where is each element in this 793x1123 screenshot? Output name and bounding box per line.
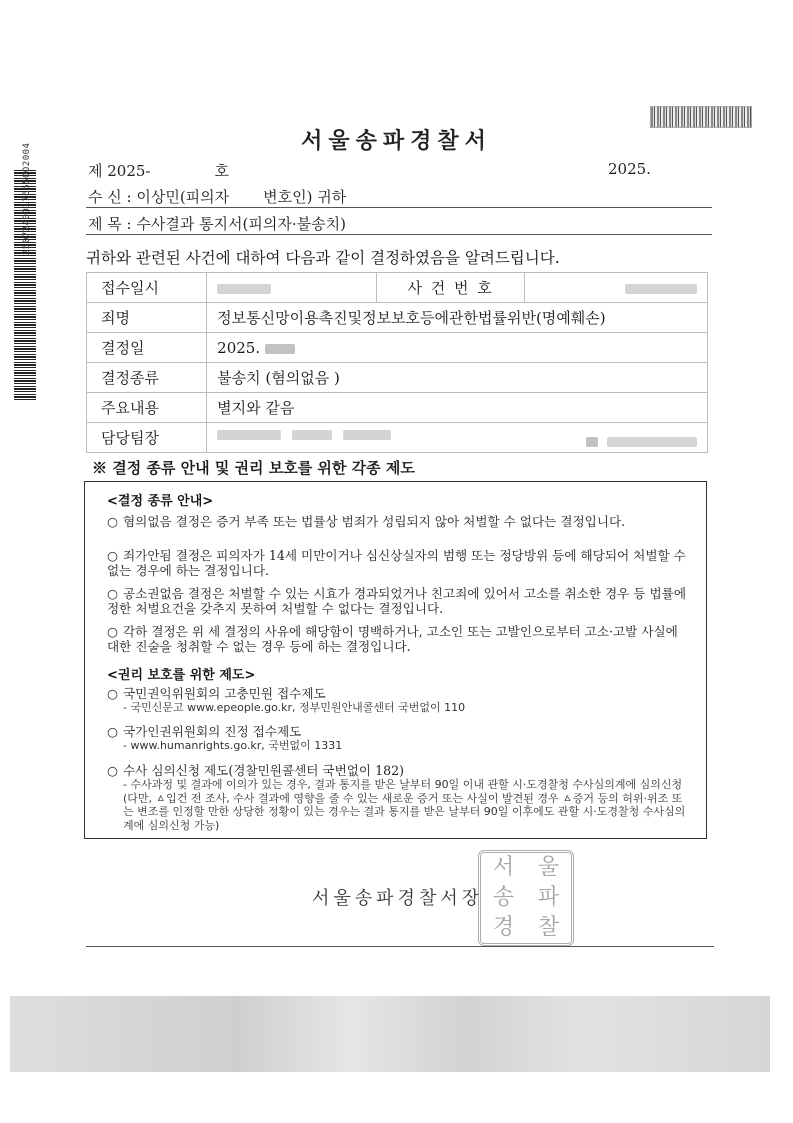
decision-date-value: 2025. <box>207 333 708 363</box>
list-item: ○ 국민권익위원회의 고충민원 접수제도 - 국민신문고 www.epeople.go.kr, 정부민원안내콜센터 국번없이 110 <box>107 686 687 715</box>
doc-number: 제 2025- 호 <box>88 162 230 180</box>
signature-text: 서울송파경찰서장 <box>312 888 484 909</box>
decision-guide-heading: <결정 종류 안내> <box>107 494 214 509</box>
decision-date-label: 결정일 <box>87 333 207 363</box>
divider <box>86 946 714 947</box>
rights-detail: - 수사과정 및 결과에 이의가 있는 경우, 결과 통지를 받은 날부터 90일 이내 관할 시·도경찰청 수사심의계에 심의신청 (다만, ㅿ입건 전 조사, 수사 결과에 영향을 줄 수 있는 새로운 증거 또는 사실이 발견된 경우 ㅿ증거 등의 허위·위조 또는 변조를 인정할 만한 상당한 정황이 있는 경우는 결과 통지를 받은 날부터 90일 이후에도 관할 시·도경찰청 수사심의계에 심의신청 가능) <box>123 778 686 832</box>
charge-label: 죄명 <box>87 303 207 333</box>
case-info-table <box>86 272 708 453</box>
list-item: ○ 공소권없음 결정은 처벌할 수 있는 시효가 경과되었거나 친고죄에 있어서 고소를 취소한 경우 등 법률에 정한 처벌요건을 갖추지 못하여 처벌할 수 없다는 결정입니다. <box>107 586 686 616</box>
list-item: ○ 수사 심의신청 제도(경찰민원콜센터 국번없이 182) - 수사과정 및 결과에 이의가 있는 경우, 결과 통지를 받은 날부터 90일 이내 관할 시·도경찰청 수사심의계에 심의신청 (다만, ㅿ입건 전 조사, 수사 결과에 영향을 줄 수 있는 새로운 증거 또는 사실이 발견된 경우 ㅿ증거 등의 허위·위조 또는 변조를 인정할 만한 상당한 정황이 있는 경우는 결과 통지를 받은 날부터 90일 이후에도 관할 시·도경찰청 수사심의계에 심의신청 가능) <box>107 763 686 832</box>
divider <box>86 207 712 208</box>
table-row <box>87 363 708 393</box>
official-seal: 서 울 송 파 경 찰 <box>478 850 574 946</box>
table-row <box>87 273 708 303</box>
doc-date: 2025. <box>608 160 651 178</box>
table-row <box>87 393 708 423</box>
barcode-number: 25072400176550O2004 <box>22 142 32 255</box>
summary-value: 별지와 같음 <box>207 393 708 423</box>
rights-detail: - 국민신문고 www.epeople.go.kr, 정부민원안내콜센터 국번없이 110 <box>123 701 466 714</box>
subject-line: 제 목 : 수사결과 통지서(피의자·불송치) <box>88 215 346 233</box>
intro-text: 귀하와 관련된 사건에 대하여 다음과 같이 결정하였음을 알려드립니다. <box>86 249 560 267</box>
table-row <box>87 333 708 363</box>
decision-type-label: 결정종류 <box>87 363 207 393</box>
redacted-footer <box>10 996 770 1072</box>
summary-label: 주요내용 <box>87 393 207 423</box>
case-no-label: 사 건 번 호 <box>377 273 525 303</box>
decision-type-value: 불송치 (혐의없음 ) <box>207 363 708 393</box>
list-item: ○ 각하 결정은 위 세 결정의 사유에 해당함이 명백하거나, 고소인 또는 고발인으로부터 고소·고발 사실에 대한 진술을 청취할 수 없는 경우 등에 하는 결정입니다. <box>107 624 678 654</box>
charge-value: 정보통신망이용촉진및정보보호등에관한법률위반(명예훼손) <box>207 303 708 333</box>
team-label: 담당팀장 <box>87 423 207 453</box>
guide-box <box>84 481 707 839</box>
notice-heading: ※ 결정 종류 안내 및 권리 보호를 위한 각종 제도 <box>92 459 415 477</box>
list-item: ○ 혐의없음 결정은 증거 부족 또는 법률상 범죄가 성립되지 않아 처벌할 수 없다는 결정입니다. <box>107 514 626 529</box>
list-item: ○ 국가인권위원회의 진정 접수제도 - www.humanrights.go.kr, 국번없이 1331 <box>107 724 687 753</box>
case-no-value <box>525 273 708 303</box>
received-label: 접수일시 <box>87 273 207 303</box>
document-title: 서울송파경찰서 <box>301 128 492 154</box>
rights-heading: <권리 보호를 위한 제도> <box>107 668 256 683</box>
received-value <box>207 273 377 303</box>
list-item: ○ 죄가안됨 결정은 피의자가 14세 미만이거나 심신상실자의 범행 또는 정당방위 등에 해당되어 처벌할 수 없는 경우에 하는 결정입니다. <box>107 548 686 578</box>
recipient-line: 수 신 : 이상민(피의자 변호인) 귀하 <box>88 188 347 206</box>
table-row <box>87 303 708 333</box>
table-row <box>87 423 708 453</box>
team-value <box>207 423 708 453</box>
rights-detail: - www.humanrights.go.kr, 국번없이 1331 <box>123 739 343 752</box>
divider <box>86 234 712 235</box>
